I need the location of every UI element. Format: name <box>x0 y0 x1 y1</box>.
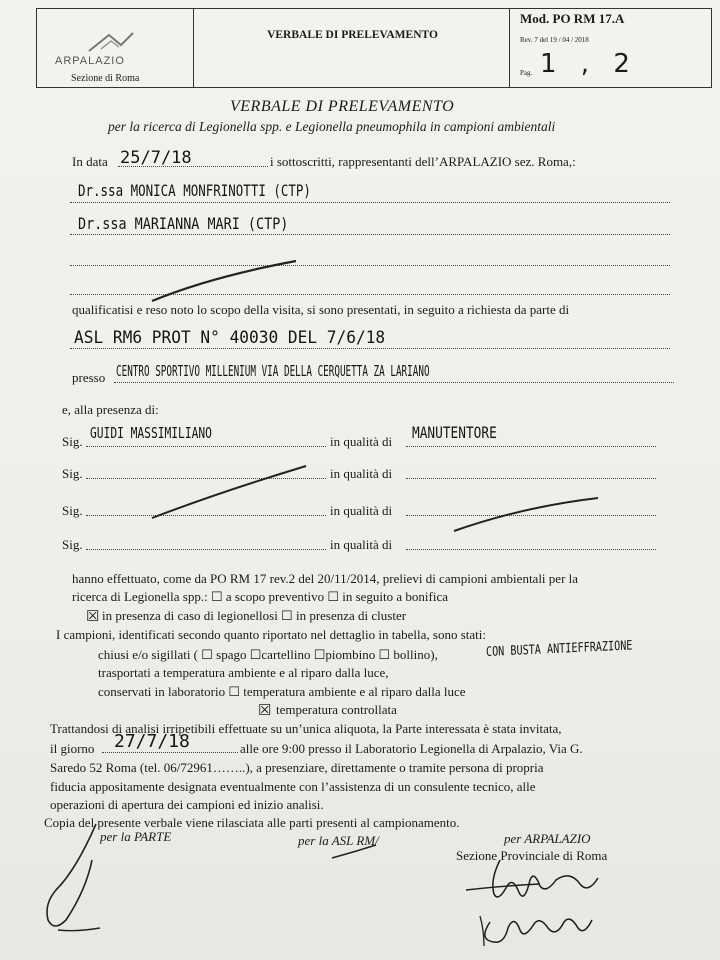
sezione-provinciale-label: Sezione Provinciale di Roma <box>456 848 608 863</box>
cancel-stroke-icon <box>150 255 300 305</box>
temp-checkbox-marked[interactable]: ☒ <box>258 703 272 719</box>
party-cancel-stroke-icon <box>36 820 116 940</box>
trattandosi-text: Trattandosi di analisi irripetibili effettuate su un’unica aliquota, la Parte interessata è stata invitata, <box>50 721 562 736</box>
sig4-label: Sig. <box>62 537 83 552</box>
caso-checkbox-marked[interactable]: ☒ <box>86 609 100 625</box>
page-label: Pag. <box>520 69 533 77</box>
module-code: Mod. PO RM 17.A <box>520 11 625 26</box>
effettuato-text: hanno effettuato, come da PO RM 17 rev.2 del 20/11/2014, prelievi di campioni ambientali per la <box>72 571 579 586</box>
doc-subtitle: per la ricerca di Legionella spp. e Legionella pneumophila in campioni ambientali <box>108 119 556 134</box>
presso-dotted-line <box>114 382 674 383</box>
caso-text: in presenza di caso di legionellosi ☐ in presenza di cluster <box>102 608 407 623</box>
presence-text: e, alla presenza di: <box>62 402 159 417</box>
doc-title: VERBALE DI PRELEVAMENTO <box>230 98 455 115</box>
module-cell <box>509 9 711 87</box>
presso-label: presso <box>72 370 106 385</box>
request-dotted-line <box>70 348 670 349</box>
sig2-qualita-label: in qualità di <box>330 466 393 481</box>
temp-text: temperatura controllata <box>276 702 397 717</box>
qualified-text: qualificatisi e reso noto lo scopo della visita, si sono presentati, in seguito a richiesta da parte di <box>72 302 570 317</box>
rep1-name: Dr.ssa MONICA MONFRINOTTI (CTP) <box>78 181 311 200</box>
sig4-dotted-line <box>86 549 326 550</box>
per-parte-label: per la PARTE <box>100 829 172 844</box>
giorno-dotted-line <box>102 752 238 753</box>
asl-cancel-stroke-icon <box>330 842 380 862</box>
request-value: ASL RM6 PROT N° 40030 DEL 7/6/18 <box>74 328 386 348</box>
arpalazio-logo-icon <box>81 27 151 55</box>
ricerca-text: ricerca di Legionella spp.: ☐ a scopo preventivo ☐ in seguito a bonifica <box>72 589 448 604</box>
giorno-rest-text: alle ore 9:00 presso il Laboratorio Legionella di Arpalazio, Via G. <box>240 741 583 756</box>
sig1-role-dotted-line <box>406 446 656 447</box>
campioni-text: I campioni, identificati secondo quanto riportato nel dettaglio in tabella, sono stati: <box>56 627 486 642</box>
sig1-role: MANUTENTORE <box>412 423 497 442</box>
logo-text: ARPALAZIO <box>55 55 125 67</box>
sig-cancel-stroke-right-icon <box>452 495 602 535</box>
copia-text: Copia del presente verbale viene rilasciata alle parti presenti al campionamento. <box>44 815 460 830</box>
sig1-qualita-label: in qualità di <box>330 434 393 449</box>
rep1-dotted-line <box>70 202 670 203</box>
date-value: 25/7/18 <box>120 148 192 168</box>
sig4-role-dotted-line <box>406 549 656 550</box>
arpa-signatures-icon <box>460 850 620 950</box>
section-label: Sezione di Roma <box>71 73 140 84</box>
giorno-value: 27/7/18 <box>114 731 190 752</box>
logo-cell <box>37 9 194 87</box>
revision-label: Rev. 7 del 19 / 04 / 2018 <box>520 36 589 44</box>
header-table <box>36 8 712 88</box>
fiducia-text: fiducia appositamente designata eventualmente con l’assistenza di un consulente tecnico, alle <box>50 779 536 794</box>
chiusi-handwritten: CON BUSTA ANTIEFFRAZIONE <box>485 638 633 660</box>
operazioni-text: operazioni di apertura dei campioni ed inizio analisi. <box>50 797 324 812</box>
header-title: VERBALE DI PRELEVAMENTO <box>267 29 438 41</box>
per-asl-label: per la ASL RM/ <box>298 833 379 848</box>
sig-cancel-stroke-left-icon <box>150 462 310 522</box>
per-arpa-label: per ARPALAZIO <box>504 831 591 846</box>
intro-text: i sottoscritti, rappresentanti dell’ARPALAZIO sez. Roma,: <box>270 154 576 169</box>
conservati-text: conservati in laboratorio ☐ temperatura ambiente e al riparo dalla luce <box>98 684 466 699</box>
giorno-label: il giorno <box>50 741 95 756</box>
date-label: In data <box>72 154 108 169</box>
sig1-dotted-line <box>86 446 326 447</box>
sig2-label: Sig. <box>62 466 83 481</box>
saredo-text: Saredo 52 Roma (tel. 06/72961……..), a presenziare, direttamente o tramite persona di propria <box>50 760 544 775</box>
chiusi-text: chiusi e/o sigillati ( ☐ spago ☐cartellino ☐piombino ☐ bollino), <box>98 647 438 662</box>
sig3-label: Sig. <box>62 503 83 518</box>
sig3-qualita-label: in qualità di <box>330 503 393 518</box>
presso-value: CENTRO SPORTIVO MILLENIUM VIA DELLA CERQUETTA ZA LARIANO <box>116 362 430 380</box>
sig1-name: GUIDI MASSIMILIANO <box>90 424 212 442</box>
sig2-role-dotted-line <box>406 478 656 479</box>
sig4-qualita-label: in qualità di <box>330 537 393 552</box>
rep2-name: Dr.ssa MARIANNA MARI (CTP) <box>78 214 289 233</box>
page-number: 1 , 2 <box>540 49 638 79</box>
sig1-label: Sig. <box>62 434 83 449</box>
rep2-dotted-line <box>70 234 670 235</box>
trasportati-text: trasportati a temperatura ambiente e al riparo dalla luce, <box>98 665 389 680</box>
